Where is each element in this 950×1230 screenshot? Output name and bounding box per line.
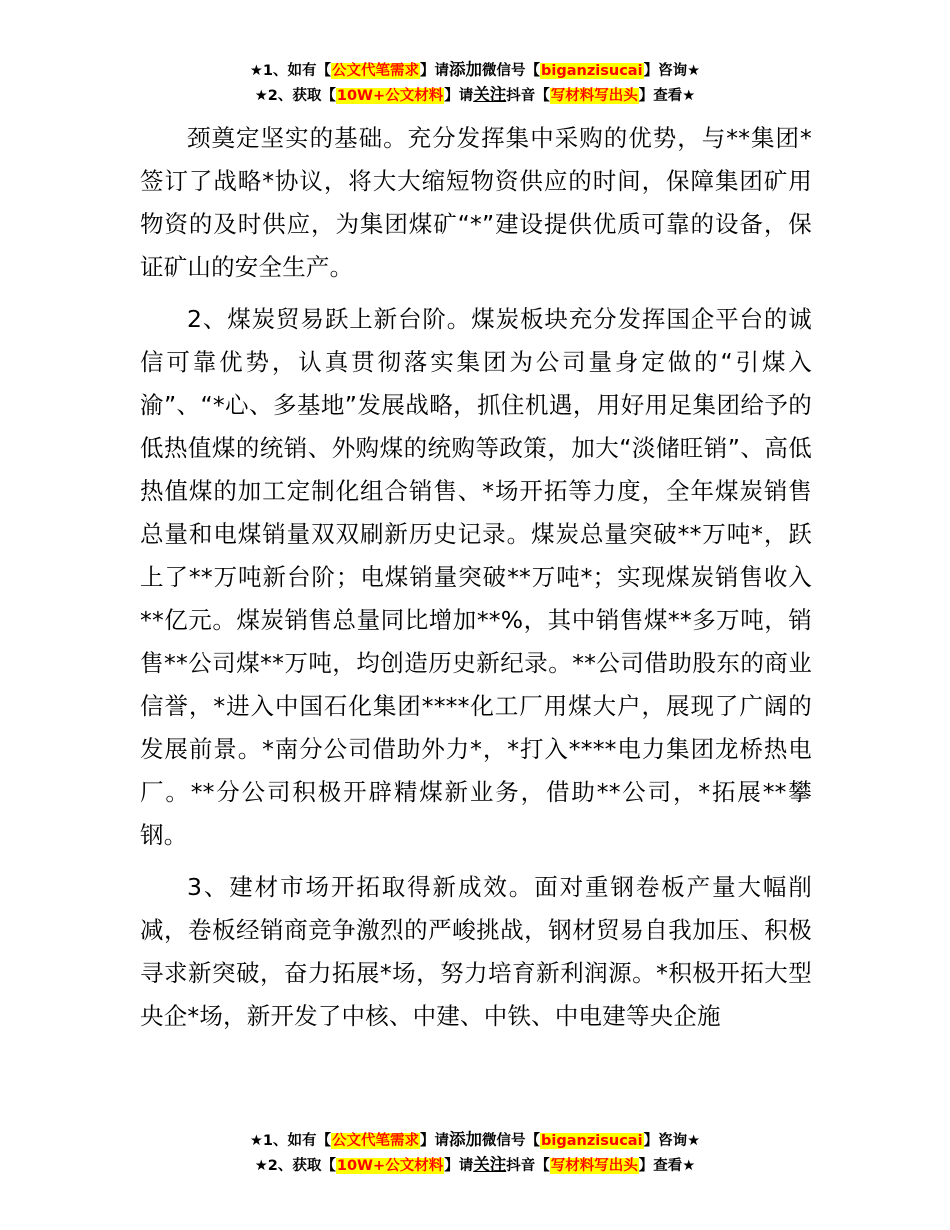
banner-text: 】请 [444, 88, 474, 104]
paragraph-building-materials: 3、建材市场开拓取得新成效。面对重钢卷板产量大幅削减，卷板经销商竞争激烈的严峻挑战，钢材贸易自我加压、积极寻求新突破，奋力拓展*场，努力培育新利润源。*积极开拓大型央企*场，新开发了中核、中建、中铁、中电建等央企施 [140, 873, 812, 1030]
banner-highlight-materials: 10W+公文材料 [336, 1158, 444, 1174]
banner-text: 微信号【 [482, 1133, 541, 1149]
paragraph-procurement: 颈奠定坚实的基础。充分发挥集中采购的优势，与**集团*签订了战略*协议，将大大缩短物资供应的时间，保障集团矿用物资的及时供应，为集团煤矿“*”建设提供优质可靠的设备，保证矿山的安全生产。 [140, 124, 812, 281]
banner-emphasis-follow: 关注 [473, 85, 507, 104]
banner-highlight-wechat-id: biganzisucai [541, 63, 643, 79]
header-banner-line-1 [0, 58, 950, 83]
footer-banner [0, 1128, 950, 1178]
banner-text: 】查看★ [638, 1158, 696, 1174]
paragraph-coal-trade: 2、煤炭贸易跃上新台阶。煤炭板块充分发挥国企平台的诚信可靠优势，认真贯彻落实集团为公司量身定做的“引煤入渝”、“*心、多基地”发展战略，抓住机遇，用好用足集团给予的低热值煤的统销、外购煤的统购等政策，加大“淡储旺销”、高低热值煤的加工定制化组合销售、*场开拓等力度，全年煤炭销售总量和电煤销量双双刷新历史记录。煤炭总量突破**万吨*，跃上了**万吨新台阶；电煤销量突破**万吨*；实现煤炭销售收入**亿元。煤炭销售总量同比增加**%，其中销售煤**多万吨，销售**公司煤**万吨，均创造历史新纪录。**公司借助股东的商业信誉，*进入中国石化集团****化工厂用煤大户，展现了广阔的发展前景。*南分公司借助外力*，*打入****电力集团龙桥热电厂。**分公司积极开辟精煤新业务，借助**公司，*拓展**攀钢。 [140, 305, 812, 849]
banner-text: 】请 [420, 1133, 450, 1149]
banner-highlight-wechat-id: biganzisucai [541, 1133, 643, 1149]
banner-text: 】咨询★ [643, 63, 701, 79]
banner-highlight-douyin: 写材料写出头 [550, 1158, 638, 1174]
banner-text: 】请 [420, 63, 450, 79]
banner-emphasis-add: 添加 [449, 60, 483, 79]
banner-emphasis-add: 添加 [449, 1130, 483, 1149]
footer-banner-line-2 [0, 1153, 950, 1178]
banner-highlight-douyin: 写材料写出头 [550, 88, 638, 104]
banner-text: 】查看★ [638, 88, 696, 104]
banner-text: ★2、获取【 [254, 88, 336, 104]
banner-text: 】咨询★ [643, 1133, 701, 1149]
document-body [140, 117, 812, 1038]
banner-text: ★2、获取【 [254, 1158, 336, 1174]
banner-text: ★1、如有【 [249, 1133, 332, 1149]
banner-text: 微信号【 [482, 63, 541, 79]
banner-highlight-materials: 10W+公文材料 [336, 88, 444, 104]
footer-banner-line-1 [0, 1128, 950, 1153]
banner-text: 】请 [444, 1158, 474, 1174]
banner-text: 抖音【 [506, 1158, 550, 1174]
header-banner-line-2 [0, 83, 950, 108]
header-banner [0, 58, 950, 108]
banner-text: ★1、如有【 [249, 63, 332, 79]
banner-emphasis-follow: 关注 [473, 1155, 507, 1174]
banner-highlight-service: 公文代笔需求 [332, 1133, 420, 1149]
banner-highlight-service: 公文代笔需求 [332, 63, 420, 79]
banner-text: 抖音【 [506, 88, 550, 104]
